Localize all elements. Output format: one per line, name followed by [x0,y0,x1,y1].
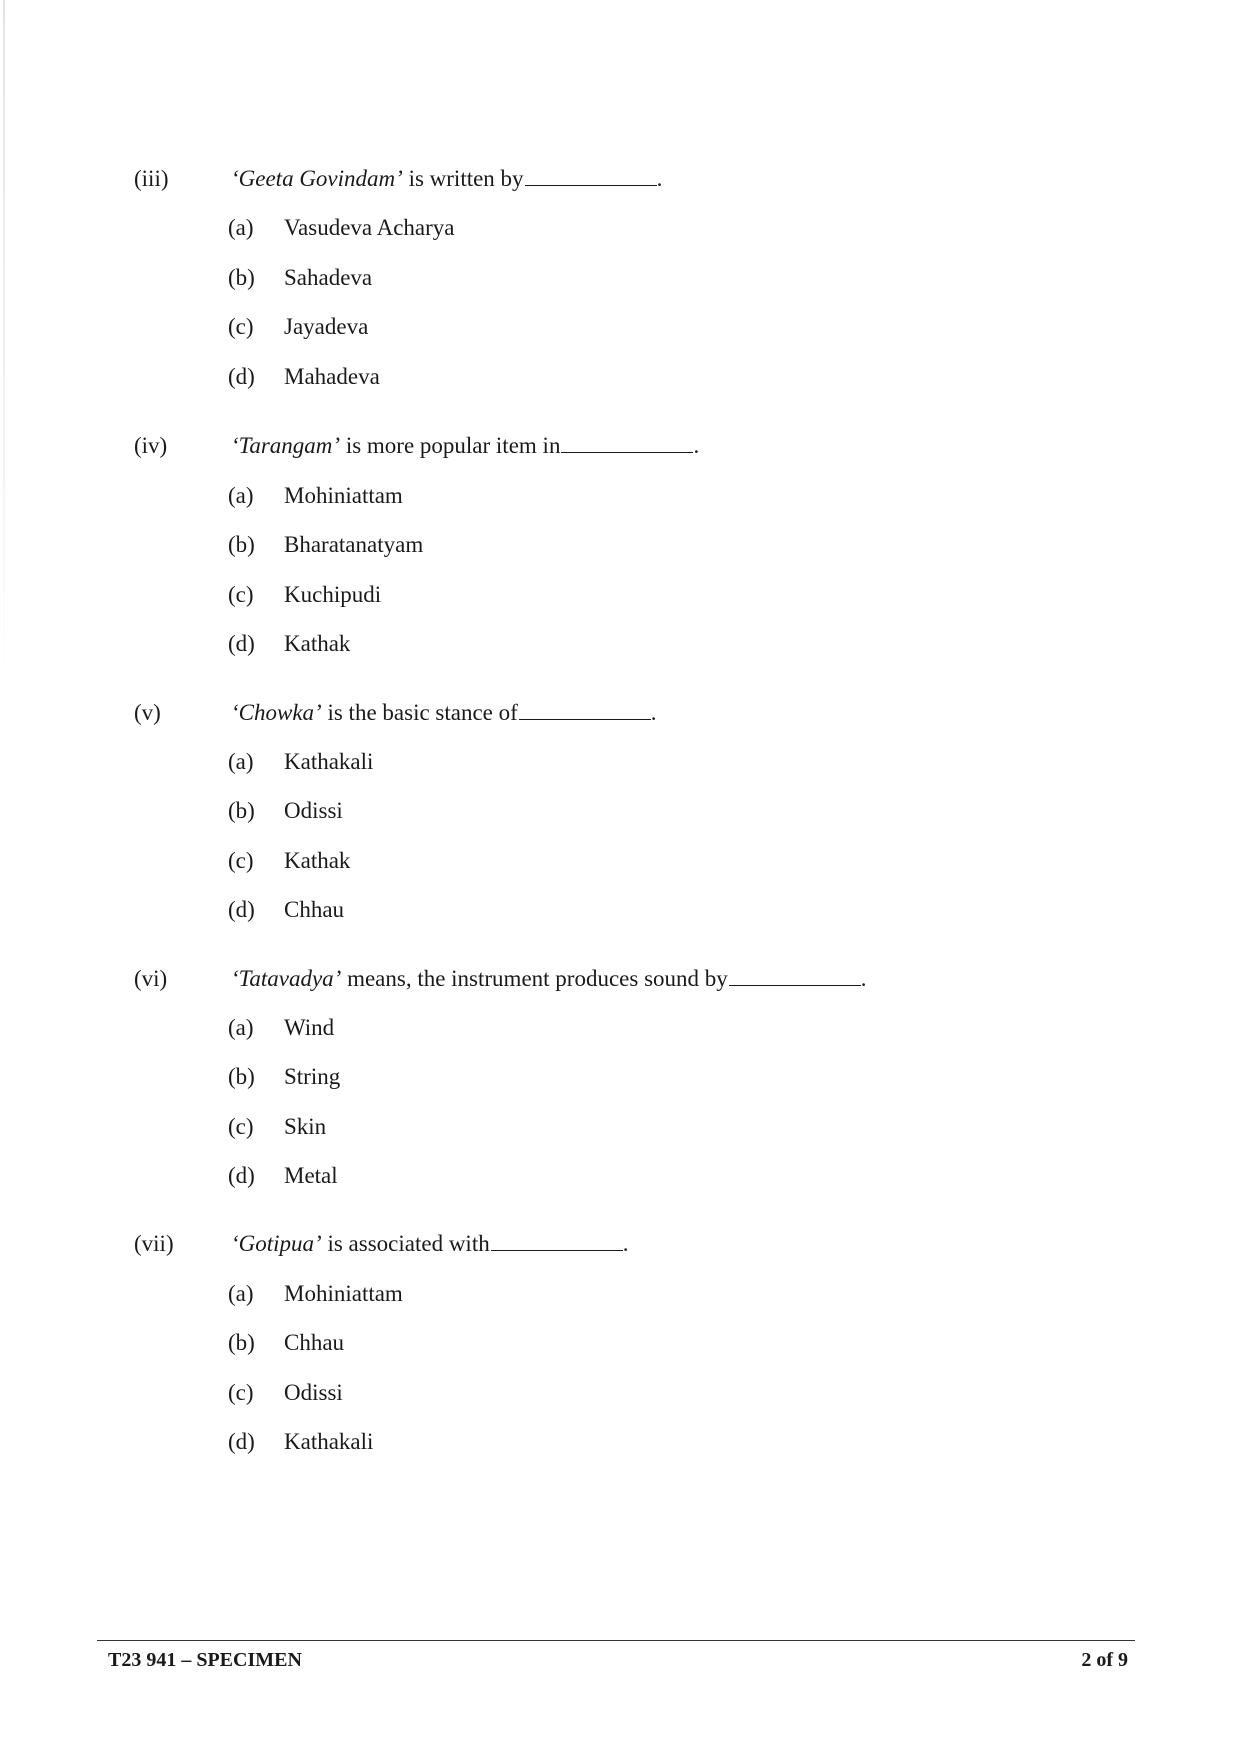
option-text: Kathakali [284,749,374,774]
answer-blank [525,165,657,186]
question-stem [231,432,699,460]
option-vi-c [0,1113,700,1143]
option-label: (d) [228,1163,255,1188]
question-number: (v) [134,700,161,725]
option-iv-d [0,630,700,660]
option-label: (a) [228,483,254,508]
option-iv-a [0,482,700,512]
question-stem [231,965,867,993]
option-text: Kathakali [284,1429,374,1454]
question-end: . [693,433,700,458]
option-v-b [0,797,700,827]
question-text: is associated with [321,1231,490,1256]
option-label: (c) [228,1114,254,1139]
option-text: Kuchipudi [284,582,382,607]
option-text: Bharatanatyam [284,532,424,557]
answer-blank [519,699,651,720]
option-label: (b) [228,798,255,823]
option-text: Vasudeva Acharya [284,215,455,240]
option-text: Mohiniattam [284,483,403,508]
option-text: Odissi [284,798,343,823]
option-iv-b [0,531,700,561]
option-label: (c) [228,582,254,607]
question-term: ‘Gotipua’ [231,1231,322,1256]
page-number: 2 of 9 [1081,1649,1128,1671]
question-end: . [650,700,657,725]
option-text: String [284,1064,341,1089]
question-term: ‘Tatavadya’ [231,966,342,991]
option-text: Sahadeva [284,265,373,290]
option-text: Skin [284,1114,327,1139]
option-iii-b [0,264,700,294]
option-text: Odissi [284,1380,343,1405]
option-iii-d [0,363,700,393]
question-number: (vi) [134,966,168,991]
question-end: . [622,1231,629,1256]
option-label: (c) [228,848,254,873]
option-label: (a) [228,1281,254,1306]
question-term: ‘Geeta Govindam’ [231,166,403,191]
option-label: (c) [228,314,254,339]
option-text: Mohiniattam [284,1281,403,1306]
option-label: (d) [228,631,255,656]
option-iii-c [0,313,700,343]
question-end: . [656,166,663,191]
option-label: (b) [228,532,255,557]
option-v-d [0,896,700,926]
option-label: (d) [228,1429,255,1454]
question-term: ‘Chowka’ [231,700,322,725]
question-stem [231,699,657,727]
option-text: Wind [284,1015,335,1040]
option-v-c [0,847,700,877]
option-vi-b [0,1063,700,1093]
question-number: (iv) [134,433,168,458]
answer-blank [561,432,693,453]
option-label: (a) [228,1015,254,1040]
question-end: . [860,966,867,991]
option-label: (b) [228,1330,255,1355]
option-vii-a [0,1280,700,1310]
option-label: (b) [228,265,255,290]
option-label: (a) [228,749,254,774]
option-text: Metal [284,1163,338,1188]
answer-blank [729,965,861,986]
question-text: is written by [402,166,524,191]
option-text: Kathak [284,631,351,656]
option-vii-c [0,1379,700,1409]
option-text: Chhau [284,1330,345,1355]
option-text: Chhau [284,897,345,922]
option-iii-a [0,214,700,244]
option-vii-d [0,1428,700,1458]
question-term: ‘Tarangam’ [231,433,341,458]
option-label: (a) [228,215,254,240]
option-label: (b) [228,1064,255,1089]
option-label: (d) [228,897,255,922]
option-vi-d [0,1162,700,1192]
option-v-a [0,748,700,778]
footer-divider [97,1640,1135,1641]
question-number: (iii) [134,166,169,191]
question-stem [231,1230,628,1258]
option-vii-b [0,1329,700,1359]
question-text: is more popular item in [340,433,561,458]
option-text: Jayadeva [284,314,369,339]
question-text: means, the instrument produces sound by [341,966,728,991]
option-vi-a [0,1014,700,1044]
question-number: (vii) [134,1231,174,1256]
option-label: (d) [228,364,255,389]
option-text: Kathak [284,848,351,873]
paper-code: T23 941 – SPECIMEN [108,1649,302,1671]
answer-blank [491,1230,623,1251]
question-text: is the basic stance of [321,700,518,725]
option-iv-c [0,581,700,611]
option-label: (c) [228,1380,254,1405]
question-stem [231,165,662,193]
option-text: Mahadeva [284,364,380,389]
